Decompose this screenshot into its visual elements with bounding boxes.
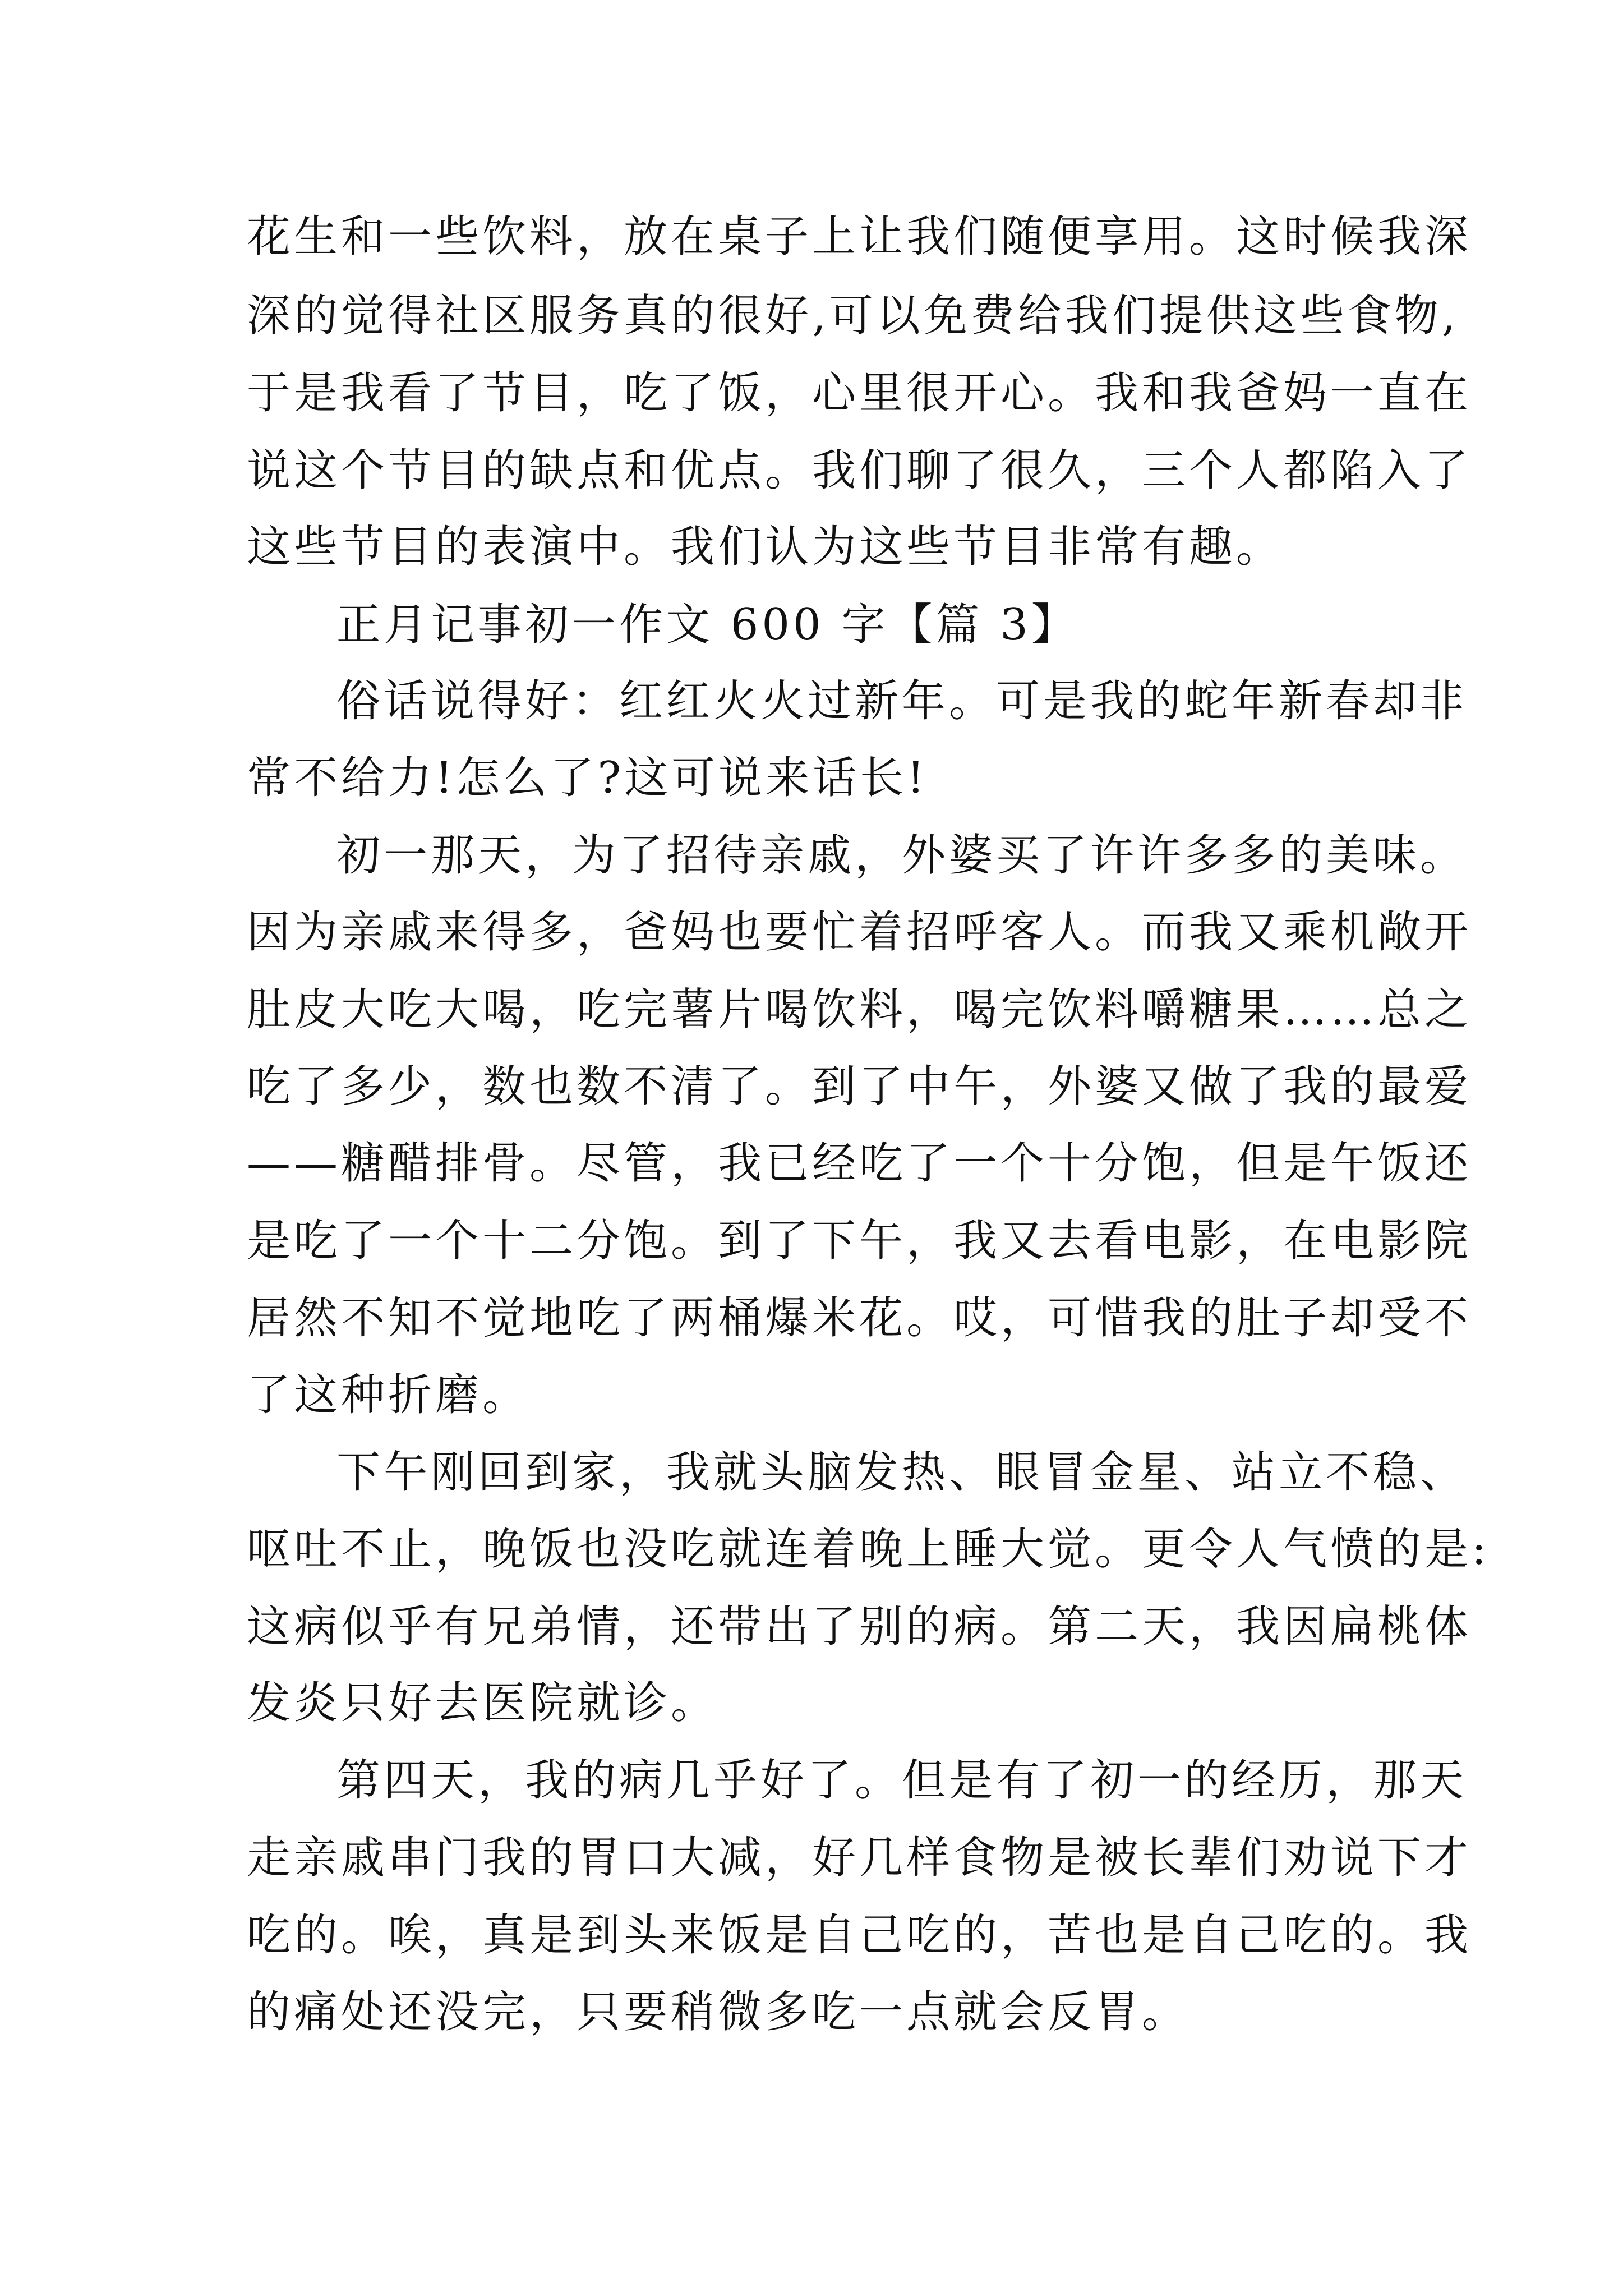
text-line: 吃了多少，数也数不清了。到了中午，外婆又做了我的最爱: [247, 1061, 1472, 1112]
text-line: 发炎只好去医院就诊。: [247, 1678, 718, 1728]
text-line: ——糖醋排骨。尽管，我已经吃了一个十分饱，但是午饭还: [247, 1138, 1472, 1189]
text-line: 说这个节目的缺点和优点。我们聊了很久，三个人都陷入了: [247, 445, 1472, 496]
text-line: 走亲戚串门我的胃口大减，好几样食物是被长辈们劝说下才: [247, 1833, 1472, 1883]
text-line: 这些节目的表演中。我们认为这些节目非常有趣。: [247, 522, 1284, 572]
text-line: 的痛处还没完，只要稍微多吃一点就会反胃。: [247, 1987, 1189, 2037]
text-line: 居然不知不觉地吃了两桶爆米花。哎，可惜我的肚子却受不: [247, 1293, 1472, 1343]
section-heading: 正月记事初一作文 600 字【篇 3】: [336, 600, 1078, 650]
text-line: 是吃了一个十二分饱。到了下午，我又去看电影，在电影院: [247, 1216, 1472, 1266]
text-line: 呕吐不止，晚饭也没吃就连着晚上睡大觉。更令人气愤的是:: [247, 1524, 1490, 1575]
text-line: 这病似乎有兄弟情，还带出了别的病。第二天，我因扁桃体: [247, 1602, 1472, 1652]
text-line: 下午刚回到家，我就头脑发热、眼冒金星、站立不稳、: [336, 1447, 1468, 1498]
text-line: 于是我看了节目，吃了饭，心里很开心。我和我爸妈一直在: [247, 368, 1472, 418]
text-line: 肚皮大吃大喝，吃完薯片喝饮料，喝完饮料嚼糖果……总之: [247, 984, 1472, 1035]
text-line: 深的觉得社区服务真的很好,可以免费给我们提供这些食物,: [247, 291, 1459, 341]
text-line: 第四天，我的病几乎好了。但是有了初一的经历，那天: [336, 1755, 1468, 1806]
text-line: 花生和一些饮料，放在桌子上让我们随便享用。这时候我深: [247, 211, 1472, 262]
text-line: 俗话说得好：红红火火过新年。可是我的蛇年新春却非: [336, 676, 1468, 726]
text-line: 常不给力!怎么了?这可说来话长!: [247, 753, 928, 803]
text-line: 吃的。唉，真是到头来饭是自己吃的，苦也是自己吃的。我: [247, 1910, 1472, 1961]
text-line: 了这种折磨。: [247, 1370, 530, 1420]
text-line: 初一那天，为了招待亲戚，外婆买了许许多多的美味。: [336, 830, 1468, 881]
text-line: 因为亲戚来得多，爸妈也要忙着招呼客人。而我又乘机敞开: [247, 907, 1472, 958]
